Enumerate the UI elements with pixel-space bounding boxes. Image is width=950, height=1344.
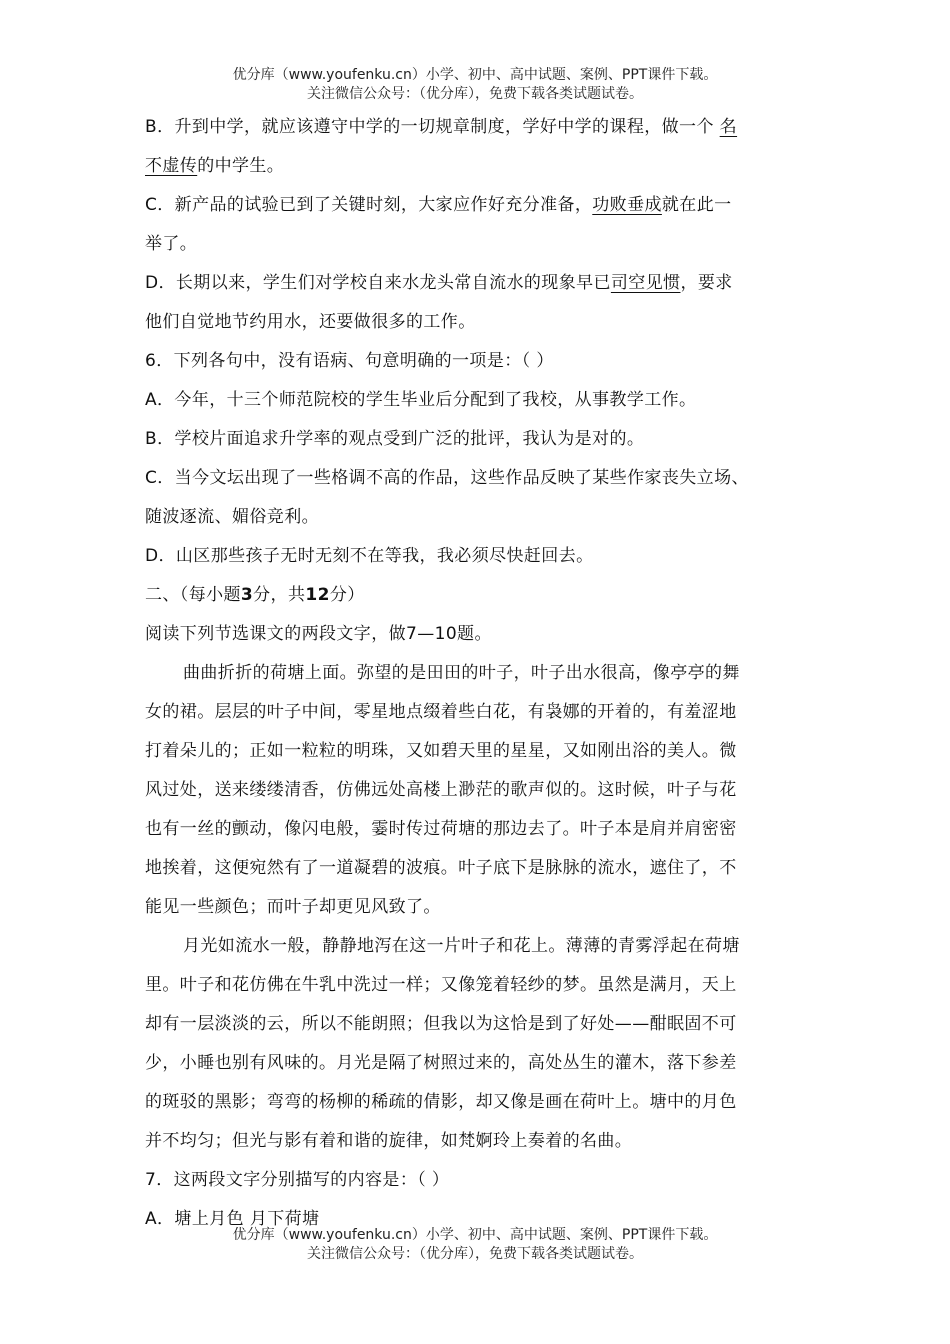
q5-option-c-cont: 举了。 bbox=[145, 234, 198, 254]
underlined-idiom: 司空见惯 bbox=[610, 273, 681, 293]
passage-line: 月光如流水一般，静静地泻在这一片叶子和花上。薄薄的青雾浮起在荷塘 bbox=[183, 936, 740, 956]
q5-option-c: C．新产品的试验已到了关键时刻，大家应作好充分准备，功败垂成就在此一 bbox=[145, 195, 732, 215]
document-body bbox=[145, 108, 825, 1239]
passage-line: 风过处，送来缕缕清香，仿佛远处高楼上渺茫的歌声似的。这时候，叶子与花 bbox=[145, 780, 737, 800]
section-intro: 阅读下列节选课文的两段文字，做7—10题。 bbox=[145, 624, 492, 644]
q5-option-d: D．长期以来，学生们对学校自来水龙头常自流水的现象早已司空见惯，要求 bbox=[145, 273, 733, 293]
underlined-idiom: 名 bbox=[719, 117, 738, 137]
q6-option-c: C．当今文坛出现了一些格调不高的作品，这些作品反映了某些作家丧失立场、 bbox=[145, 468, 749, 488]
passage-paragraph-2 bbox=[145, 927, 825, 1161]
q6-option-c-cont: 随波逐流、媚俗竞利。 bbox=[145, 507, 319, 527]
page-header bbox=[0, 66, 950, 104]
passage-line: 能见一些颜色；而叶子却更见风致了。 bbox=[145, 897, 441, 917]
q5-option-b-cont: 不虚传的中学生。 bbox=[145, 156, 285, 176]
underlined-idiom: 功败垂成 bbox=[592, 195, 662, 215]
q7-option-a: A．塘上月色 月下荷塘 bbox=[145, 1209, 320, 1229]
passage-line: 曲曲折折的荷塘上面。弥望的是田田的叶子，叶子出水很高，像亭亭的舞 bbox=[183, 663, 740, 683]
passage-line: 却有一层淡淡的云，所以不能朗照；但我以为这恰是到了好处——酣眠固不可 bbox=[145, 1014, 737, 1034]
passage-line: 地挨着，这便宛然有了一道凝碧的波痕。叶子底下是脉脉的流水，遮住了，不 bbox=[145, 858, 737, 878]
header-line-1: 优分库（www.youfenku.cn）小学、初中、高中试题、案例、PPT课件下载。 bbox=[232, 67, 718, 83]
passage-line: 打着朵儿的；正如一粒粒的明珠，又如碧天里的星星，又如刚出浴的美人。微 bbox=[145, 741, 737, 761]
q7-stem: 7．这两段文字分别描写的内容是：（ ） bbox=[145, 1170, 450, 1190]
passage-line: 的斑驳的黑影；弯弯的杨柳的稀疏的倩影，却又像是画在荷叶上。塘中的月色 bbox=[145, 1092, 737, 1112]
passage-line: 女的裙。层层的叶子中间，零星地点缀着些白花，有袅娜的开着的，有羞涩地 bbox=[145, 702, 737, 722]
q5-option-b: B．升到中学，就应该遵守中学的一切规章制度，学好中学的课程，做一个 名 bbox=[145, 117, 738, 137]
section-heading: 二、（每小题3分，共12分） bbox=[145, 585, 365, 605]
passage-line: 也有一丝的颤动，像闪电般，霎时传过荷塘的那边去了。叶子本是肩并肩密密 bbox=[145, 819, 737, 839]
q6-option-d: D．山区那些孩子无时无刻不在等我，我必须尽快赶回去。 bbox=[145, 546, 594, 566]
passage-line: 并不均匀；但光与影有着和谐的旋律，如梵婀玲上奏着的名曲。 bbox=[145, 1131, 633, 1151]
page-footer bbox=[0, 1226, 950, 1264]
passage-line: 里。叶子和花仿佛在牛乳中洗过一样；又像笼着轻纱的梦。虽然是满月，天上 bbox=[145, 975, 737, 995]
q6-option-b: B．学校片面追求升学率的观点受到广泛的批评，我认为是对的。 bbox=[145, 429, 645, 449]
passage-line: 少，小睡也别有风味的。月光是隔了树照过来的，高处丛生的灌木，落下参差 bbox=[145, 1053, 737, 1073]
footer-line-2: 关注微信公众号：（优分库），免费下载各类试题试卷。 bbox=[307, 1246, 643, 1262]
underlined-idiom: 不虚传 bbox=[145, 156, 198, 176]
passage-paragraph-1 bbox=[145, 654, 825, 927]
footer-line-1: 优分库（www.youfenku.cn）小学、初中、高中试题、案例、PPT课件下载。 bbox=[232, 1227, 718, 1243]
header-line-2: 关注微信公众号：（优分库），免费下载各类试题试卷。 bbox=[307, 86, 643, 102]
q5-option-d-cont: 他们自觉地节约用水，还要做很多的工作。 bbox=[145, 312, 476, 332]
q6-option-a: A．今年，十三个师范院校的学生毕业后分配到了我校，从事教学工作。 bbox=[145, 390, 697, 410]
q6-stem: 6．下列各句中，没有语病、句意明确的一项是：（ ） bbox=[145, 351, 554, 371]
